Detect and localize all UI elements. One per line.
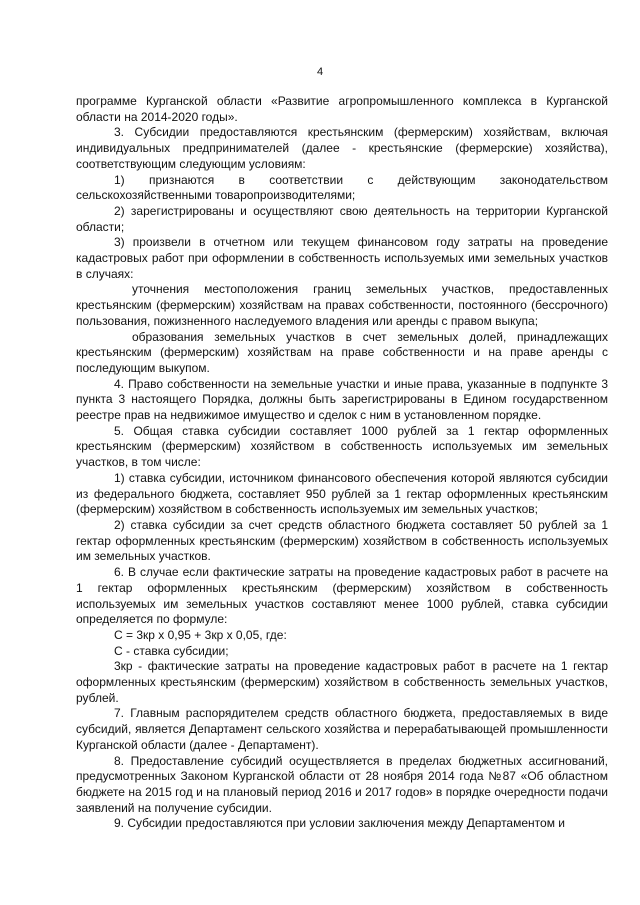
paragraph: 6. В случае если фактические затраты на проведение кадастровых работ в расчете на 1 гектар оформленных крестьянским (фермерским) хозяйством в собственность используемых им земельных участков составляют менее 1000 рублей, ставка субсидии определяется по формуле: (76, 565, 608, 627)
paragraph: 5. Общая ставка субсидии составляет 1000 рублей за 1 гектар оформленных крестьянским (фермерским) хозяйством в собственность используемых им земельных участков, в том числе: (76, 423, 608, 470)
paragraph: 4. Право собственности на земельные участки и иные права, указанные в подпункте 3 пункта 3 настоящего Порядка, должны быть зарегистрированы в Едином государственном реестре прав на недвижимое имущество и сделок с ним в установленном порядке. (76, 376, 608, 423)
paragraph: 3. Субсидии предоставляются крестьянским (фермерским) хозяйствам, включая индивидуальных предпринимателей (далее - крестьянские (фермерские) хозяйства), соответствующим следующим условиям: (76, 125, 608, 171)
paragraph: 2) ставка субсидии за счет средств областного бюджета составляет 50 рублей за 1 гектар оформленных крестьянским (фермерским) хозяйством в собственность используемых им земельных участков. (76, 517, 608, 564)
page-number: 4 (316, 66, 324, 78)
paragraph: 7. Главным распорядителем средств областного бюджета, предоставляемых в виде субсидий, является Департамент сельского хозяйства и перерабатывающей промышленности Курганской области (далее - Департамент). (76, 706, 608, 752)
paragraph: 9. Субсидии предоставляются при условии заключения между Департаментом и (114, 816, 565, 831)
paragraph: 1) ставка субсидии, источником финансового обеспечения которой являются субсидии из федерального бюджета, составляет 950 рублей за 1 гектар оформленных крестьянским (фермерским) хозяйством в собственность используемых им земельных участков; (76, 470, 608, 517)
paragraph: уточнения местоположения границ земельных участков, предоставленных крестьянским (фермерским) хозяйствам на правах собственности, постоянного (бессрочного) пользования, пожизненного наследуемого владения или аренды с правом выкупа; (76, 282, 608, 328)
paragraph: 8. Предоставление субсидий осуществляется в пределах бюджетных ассигнований, предусмотренных Законом Курганской области от 28 ноября 2014 года №87 «Об областном бюджете на 2015 год и на плановый период 2016 и 2017 годов» в порядке очередности подачи заявлений на получение субсидии. (76, 753, 608, 815)
document-body (76, 94, 608, 832)
paragraph: программе Курганской области «Развитие агропромышленного комплекса в Курганской области на 2014-2020 годы». (76, 94, 608, 124)
paragraph: 1) признаются в соответствии с действующим законодательством сельскохозяйственными товаропроизводителями; (76, 172, 608, 203)
paragraph: 3) произвели в отчетном или текущем финансовом году затраты на проведение кадастровых работ при оформлении в собственность используемых ими земельных участков в случаях: (76, 235, 608, 281)
paragraph: 2) зарегистрированы и осуществляют свою деятельность на территории Курганской области; (76, 203, 608, 234)
paragraph: образования земельных участков в счет земельных долей, принадлежащих крестьянским (фермерским) хозяйствам на праве собственности и на праве аренды с последующим выкупом. (76, 329, 608, 375)
paragraph: 3кр - фактические затраты на проведение кадастровых работ в расчете на 1 гектар оформленных крестьянским (фермерским) хозяйством в собственность земельных участков, рублей. (76, 659, 608, 705)
paragraph: С = 3кр х 0,95 + 3кр х 0,05, где: (114, 627, 287, 642)
paragraph: С - ставка субсидии; (114, 643, 229, 658)
